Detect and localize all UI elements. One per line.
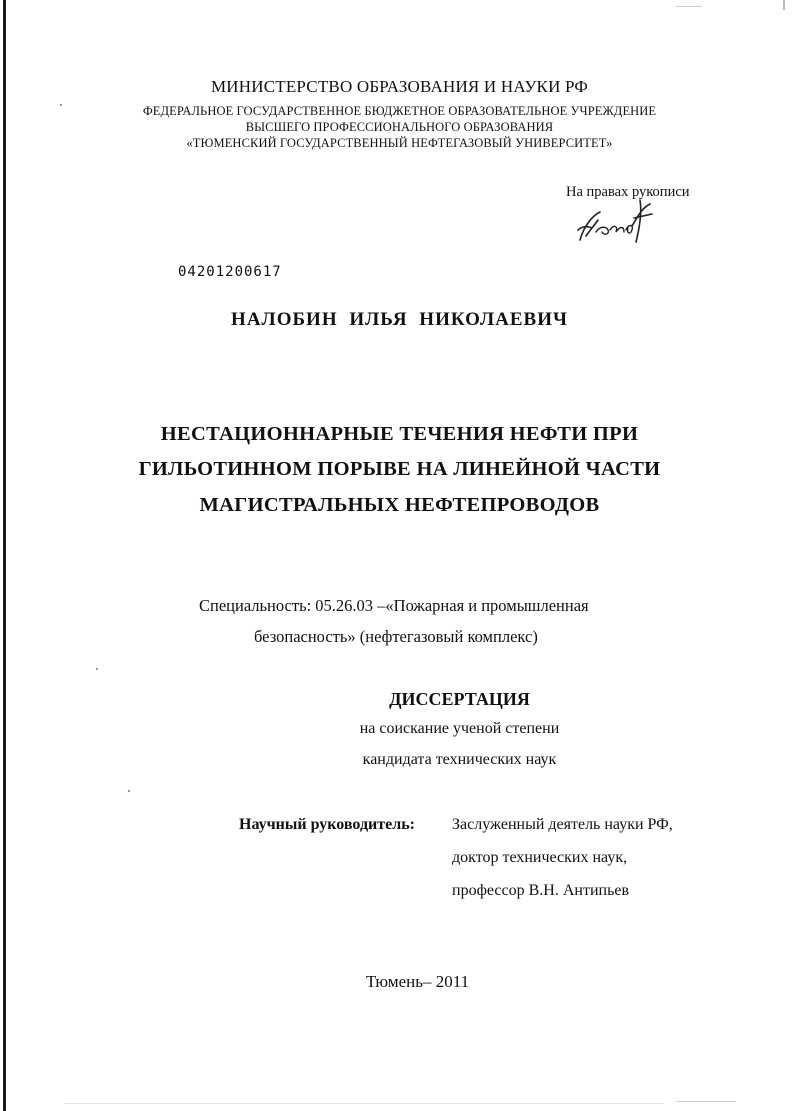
author-name: НАЛОБИН ИЛЬЯ НИКОЛАЕВИЧ — [231, 309, 568, 330]
specialty-line-1: Специальность: 05.26.03 –«Пожарная и промышленная — [199, 596, 589, 615]
city-year: Тюмень– 2011 — [365, 972, 470, 991]
handwritten-signature — [570, 196, 660, 252]
scan-mark-right — [783, 0, 785, 10]
scan-mark-bottom-right — [676, 1101, 736, 1102]
manuscript-note: На правах рукописи — [566, 184, 690, 200]
supervisor-line-3: профессор В.Н. Антипьев — [452, 882, 630, 899]
degree-line-2: кандидата технических наук — [362, 751, 557, 768]
supervisor-line-1: Заслуженный деятель науки РФ, — [452, 816, 673, 833]
thesis-title-line-3: МАГИСТРАЛЬНЫХ НЕФТЕПРОВОДОВ — [199, 494, 600, 516]
scan-speck — [96, 668, 98, 670]
ministry-heading: МИНИСТЕРСТВО ОБРАЗОВАНИЯ И НАУКИ РФ — [210, 77, 589, 96]
supervisor-line-2: доктор технических наук, — [452, 849, 628, 866]
scan-speck — [128, 790, 130, 792]
institution-line-2: ВЫСШЕГО ПРОФЕССИОНАЛЬНОГО ОБРАЗОВАНИЯ — [245, 120, 554, 134]
institution-line-1: ФЕДЕРАЛЬНОЕ ГОСУДАРСТВЕННОЕ БЮДЖЕТНОЕ ОБРАЗОВАТЕЛЬНОЕ УЧРЕЖДЕНИЕ — [142, 104, 657, 118]
institution-line-3: «ТЮМЕНСКИЙ ГОСУДАРСТВЕННЫЙ НЕФТЕГАЗОВЫЙ УНИВЕРСИТЕТ» — [186, 136, 613, 150]
catalog-number: 04201200617 — [178, 264, 282, 280]
scan-border-left — [3, 0, 6, 1111]
supervisor-label: Научный руководитель: — [239, 816, 415, 833]
thesis-title-line-1: НЕСТАЦИОННАРНЫЕ ТЕЧЕНИЯ НЕФТИ ПРИ — [160, 423, 639, 445]
degree-line-1: на соискание ученой степени — [359, 720, 560, 737]
specialty-line-2: безопасность» (нефтегазовый комплекс) — [254, 627, 538, 646]
thesis-title-line-2: ГИЛЬОТИННОМ ПОРЫВЕ НА ЛИНЕЙНОЙ ЧАСТИ — [138, 458, 661, 480]
scan-mark-bottom — [64, 1103, 664, 1104]
scan-mark-top — [676, 6, 702, 7]
dissertation-label: ДИССЕРТАЦИЯ — [389, 689, 530, 709]
